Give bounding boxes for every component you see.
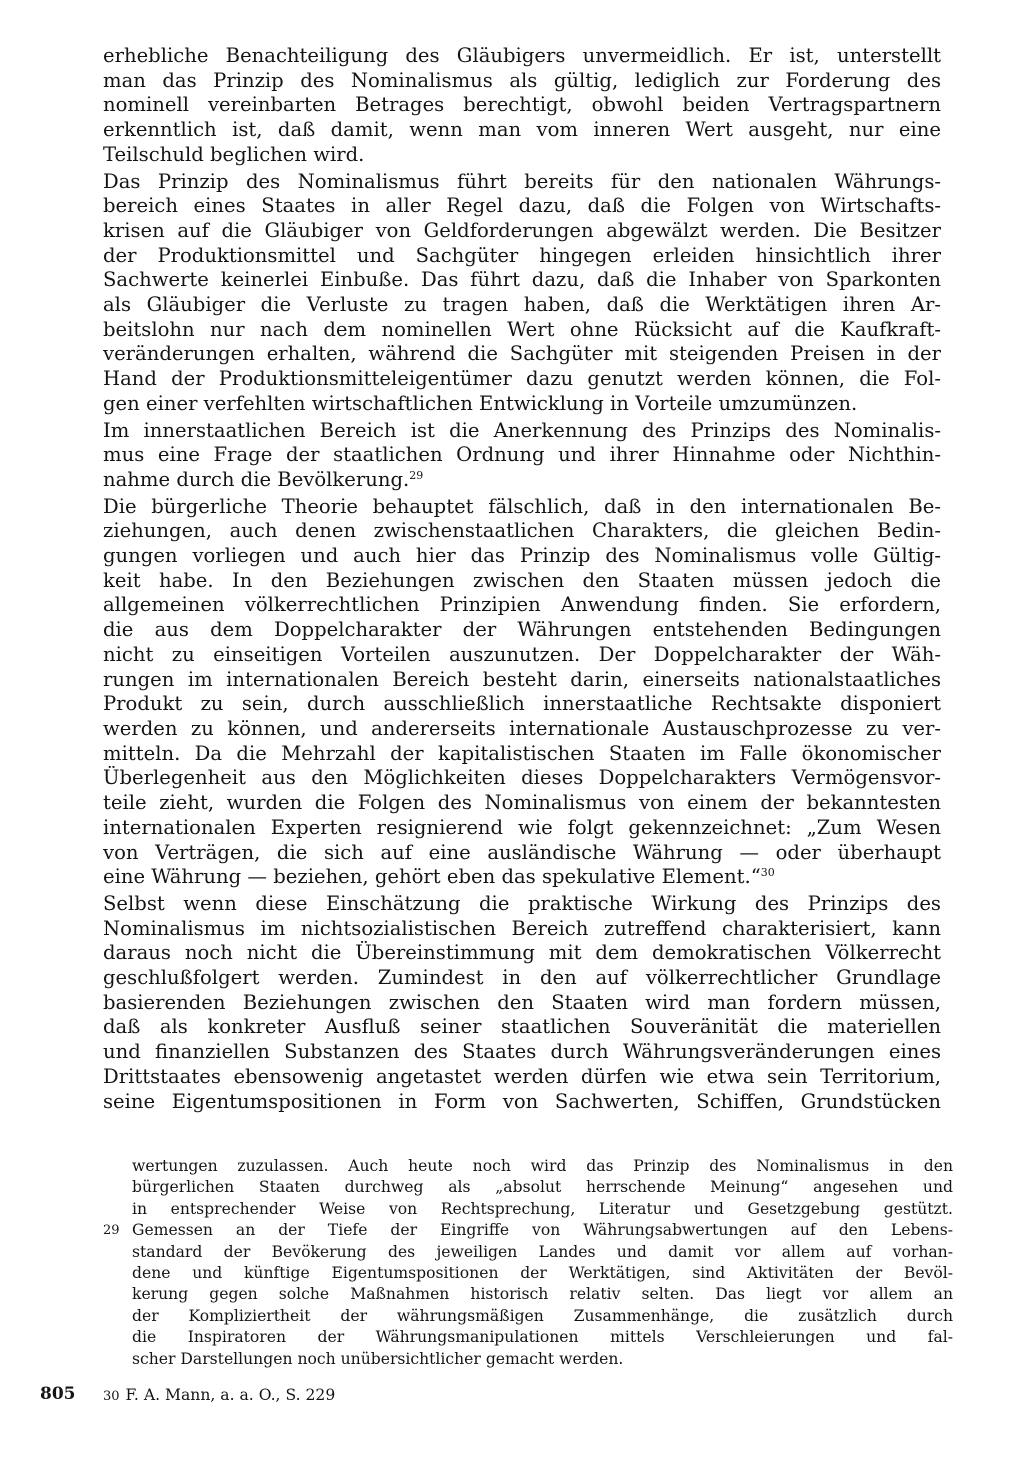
text-line: daß als konkreter Ausfluß seiner staatlichen Souveränität die materiellen — [103, 1015, 941, 1039]
text-line: basierenden Beziehungen zwischen den Staaten wird man fordern müssen, — [103, 990, 941, 1014]
text-line: werden zu können, und andererseits internationale Austauschprozesse zu ver- — [103, 716, 941, 740]
text-line: krisen auf die Gläubiger von Geldforderungen abgewälzt werden. Die Besitzer — [103, 218, 941, 242]
text-line: Die bürgerliche Theorie behauptet fälschlich, daß in den internationalen Be- — [103, 494, 941, 518]
text-line: ziehungen, auch denen zwischenstaatlichen Charakters, die gleichen Bedin- — [103, 519, 941, 543]
text-line: beitslohn nur nach dem nominellen Wert ohne Rücksicht auf die Kaufkraft- — [103, 317, 941, 341]
paragraph-1 — [103, 44, 941, 168]
text-line: erkenntlich ist, daß damit, wenn man vom inneren Wert ausgeht, nur eine — [103, 118, 941, 142]
text-line: Produkt zu sein, durch ausschließlich innerstaatliche Rechtsakte disponiert — [103, 692, 941, 716]
text-line: Im innerstaatlichen Bereich ist die Anerkennung des Prinzips des Nominalis- — [103, 418, 941, 442]
text-fragment: nahme durch die Bevölkerung. — [103, 467, 410, 491]
text-line: daraus noch nicht die Übereinstimmung mit dem demokratischen Völkerrecht — [103, 941, 941, 965]
footnote-line: kerung gegen solche Maßnahmen historisch relativ selten. Das liegt vor allem an — [132, 1285, 953, 1304]
main-text — [103, 44, 941, 1116]
text-line: von Verträgen, die sich auf eine ausländische Währung — oder überhaupt — [103, 840, 941, 864]
text-line: man das Prinzip des Nominalismus als gültig, lediglich zur Forderung des — [103, 68, 941, 92]
text-line: die aus dem Doppelcharakter der Währungen entstehenden Bedingungen — [103, 618, 941, 642]
text-line: Selbst wenn diese Einschätzung die praktische Wirkung des Prinzips des — [103, 891, 941, 915]
text-line: und finanziellen Substanzen des Staates durch Währungsveränderungen eines — [103, 1040, 941, 1064]
text-line: allgemeinen völkerrechtlichen Prinzipien Anwendung finden. Sie erfordern, — [103, 593, 941, 617]
footnote-29 — [103, 1220, 953, 1370]
text-line: teile zieht, wurden die Folgen des Nominalismus von einem der bekanntesten — [103, 791, 941, 815]
footnote-line: in entsprechender Weise von Rechtsprechung, Literatur und Gesetzgebung gestützt. — [132, 1199, 953, 1218]
text-line: bereich eines Staates in aller Regel dazu, daß die Folgen von Wirtschafts- — [103, 194, 941, 218]
footnote-ref-30[interactable]: 30 — [760, 866, 775, 880]
footnote-line: die Inspiratoren der Währungsmanipulationen mittels Verschleierungen und fal- — [132, 1328, 953, 1347]
text-line — [103, 468, 941, 493]
footnote-text: F. A. Mann, a. a. O., S. 229 — [125, 1386, 336, 1404]
text-line: Sachwerte keinerlei Einbuße. Das führt dazu, daß die Inhaber von Sparkonten — [103, 268, 941, 292]
text-line: seine Eigentumspositionen in Form von Sachwerten, Schiffen, Grundstücken — [103, 1089, 941, 1113]
text-line: erhebliche Benachteiligung des Gläubigers unvermeidlich. Er ist, unterstellt — [103, 44, 941, 67]
text-line — [103, 865, 941, 890]
footnote-line: dene und künftige Eigentumspositionen der Werktätigen, sind Aktivitäten der Bevöl- — [132, 1264, 953, 1283]
paragraph-4 — [103, 495, 941, 890]
footnote-line: der Kompliziertheit der währungsmäßigen Zusammenhänge, die zusätzlich durch — [132, 1306, 953, 1325]
text-line: Hand der Produktionsmitteleigentümer dazu genutzt werden können, die Fol- — [103, 367, 941, 391]
text-line: internationalen Experten resignierend wie folgt gekennzeichnet: „Zum Wesen — [103, 815, 941, 839]
text-line: als Gläubiger die Verluste zu tragen haben, daß die Werktätigen ihren Ar- — [103, 293, 941, 317]
text-line: gen einer verfehlten wirtschaftlichen Entwicklung in Vorteile umzumünzen. — [103, 391, 858, 415]
footnote-ref-29[interactable]: 29 — [409, 468, 424, 482]
text-line: Teilschuld beglichen wird. — [103, 142, 365, 166]
text-line: gungen vorliegen und auch hier das Prinzip des Nominalismus volle Gültig- — [103, 544, 941, 568]
text-line: der Produktionsmittel und Sachgüter hingegen erleiden hinsichtlich ihrer — [103, 243, 941, 267]
text-line: Nominalismus im nichtsozialistischen Bereich zutreffend charakterisiert, kann — [103, 916, 941, 940]
text-line: Das Prinzip des Nominalismus führt bereits für den nationalen Währungs- — [103, 169, 941, 193]
text-line: keit habe. In den Beziehungen zwischen den Staaten müssen jedoch die — [103, 568, 941, 592]
footnote-line: scher Darstellungen noch unübersichtlicher gemacht werden. — [132, 1349, 624, 1368]
page-number: 805 — [40, 1384, 76, 1404]
text-line: rungen im internationalen Bereich besteht darin, einerseits nationalstaatliches — [103, 667, 941, 691]
text-line: Drittstaates ebensowenig angetastet werden dürfen wie etwa sein Territorium, — [103, 1064, 941, 1088]
text-line: veränderungen erhalten, während die Sachgüter mit steigenden Preisen in der — [103, 342, 941, 366]
text-fragment: eine Währung — beziehen, gehört eben das spekulative Element.“ — [103, 865, 761, 889]
text-line: mus eine Frage der staatlichen Ordnung und ihrer Hinnahme oder Nichthin- — [103, 443, 941, 467]
footnotes — [103, 1156, 953, 1370]
footnote-line: wertungen zuzulassen. Auch heute noch wird das Prinzip des Nominalismus in den — [132, 1157, 953, 1175]
footnote-number: 29 — [103, 1223, 120, 1239]
paragraph-3 — [103, 419, 941, 493]
footnote-number: 30 — [103, 1389, 120, 1404]
text-line: geschlußfolgert werden. Zumindest in den auf völkerrechtlicher Grundlage — [103, 966, 941, 990]
footnote-continuation — [103, 1156, 953, 1220]
footnote-line: standard der Bevökerung des jeweiligen Landes und damit vor allem auf vorhan- — [132, 1242, 953, 1261]
text-line: Überlegenheit aus den Möglichkeiten dieses Doppelcharakters Vermögensvor- — [103, 766, 941, 790]
text-line: nicht zu einseitigen Vorteilen auszunutzen. Der Doppelcharakter der Wäh- — [103, 642, 941, 666]
text-line: nominell vereinbarten Betrages berechtigt, obwohl beiden Vertragspartnern — [103, 93, 941, 117]
paragraph-5 — [103, 892, 941, 1114]
footnote-line: bürgerlichen Staaten durchweg als „absolut herrschende Meinung“ angesehen und — [132, 1178, 953, 1197]
footnote-30 — [103, 1385, 335, 1407]
text-line: mitteln. Da die Mehrzahl der kapitalistischen Staaten im Falle ökonomischer — [103, 741, 941, 765]
paragraph-2 — [103, 170, 941, 417]
footnote-line: Gemessen an der Tiefe der Eingriffe von Währungsabwertungen auf den Lebens- — [132, 1221, 953, 1240]
